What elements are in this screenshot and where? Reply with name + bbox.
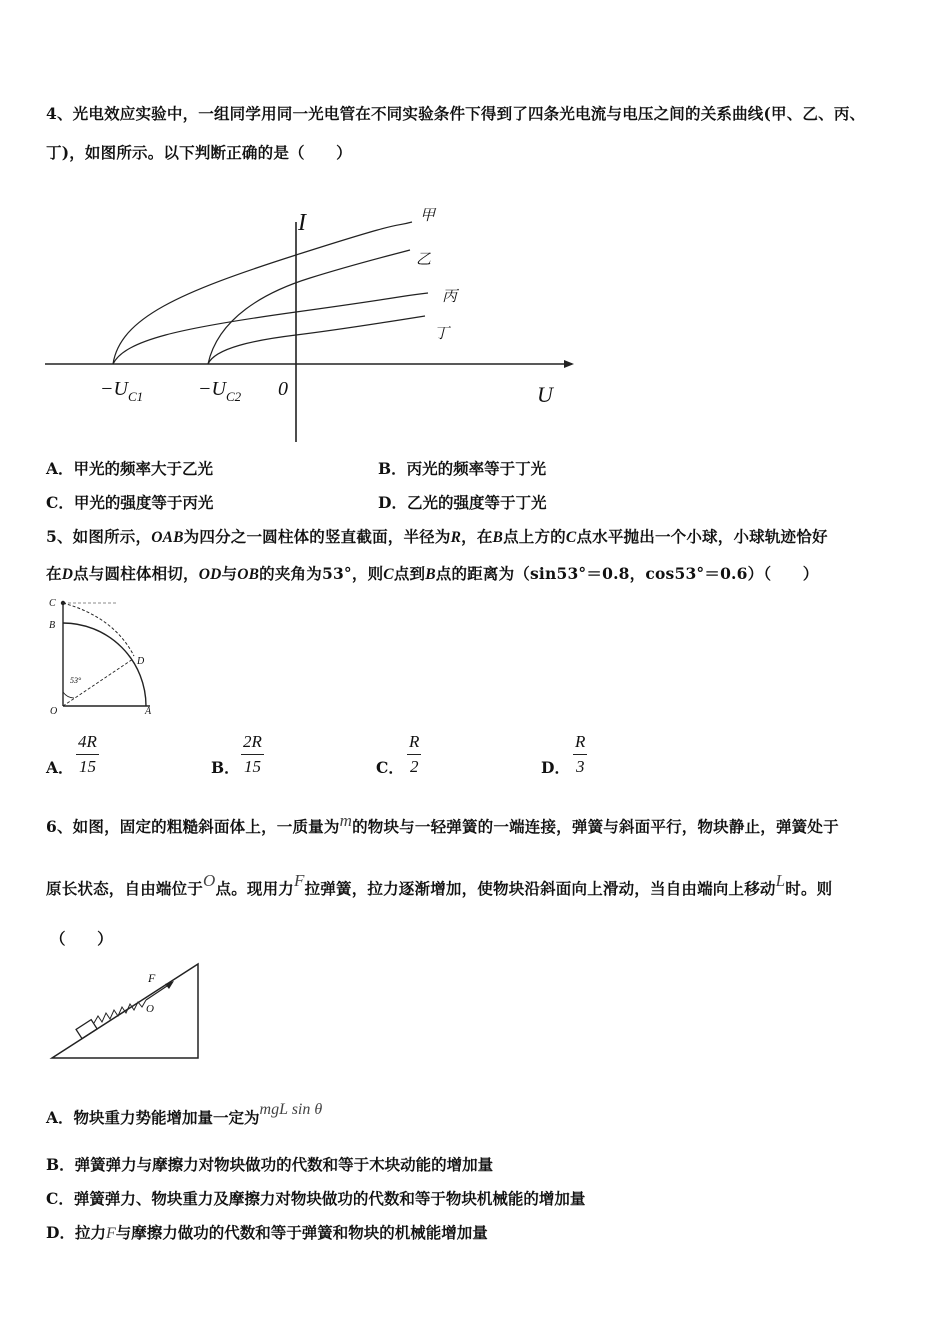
q5-option-c[interactable]: C． bbox=[376, 758, 404, 777]
q4-y-axis-label: I bbox=[298, 210, 306, 236]
q4-curve-jia bbox=[113, 222, 412, 364]
q4-origin-label: 0 bbox=[278, 378, 288, 400]
q5-stem-line1: 5、如图所示，OAB为四分之一圆柱体的竖直截面，半径为R，在B点上方的C点水平抛出一个小球，小球轨迹恰好 bbox=[46, 527, 828, 546]
q4-curve-label-jia: 甲 bbox=[420, 208, 436, 224]
q5-option-a[interactable]: A． bbox=[46, 758, 74, 777]
q5-stem-line2: 在D点与圆柱体相切，OD与OB的夹角为53°，则C点到B点的距离为（sin53°＝0.8，cos53°＝0.6）（ ） bbox=[46, 564, 819, 583]
q4-curve-bing bbox=[113, 293, 428, 364]
q5-label-d: D bbox=[137, 656, 145, 667]
q4-curve-yi bbox=[208, 250, 410, 364]
q4-curve-label-ding: 丁 bbox=[434, 326, 450, 342]
q4-uc2-label: $-U_{C2}$ bbox=[198, 378, 242, 404]
q5-option-b-fraction: $\frac{2R}{15}$ bbox=[243, 732, 262, 776]
q4-x-axis-arrow bbox=[564, 360, 574, 368]
q4-curve-label-yi: 乙 bbox=[416, 252, 432, 268]
q4-option-a[interactable]: A．甲光的频率大于乙光 bbox=[46, 459, 214, 478]
q4-option-b[interactable]: B．丙光的频率等于丁光 bbox=[378, 459, 547, 478]
q4-curve-label-bing: 丙 bbox=[442, 289, 458, 305]
q6-spring bbox=[94, 1000, 146, 1023]
q5-label-angle: 53° bbox=[70, 676, 82, 685]
q6-label-o: O bbox=[146, 1003, 154, 1015]
q5-label-b: B bbox=[49, 620, 56, 631]
q6-force-arrow bbox=[146, 984, 170, 1000]
q4-uc1-label: $-U_{C1}$ bbox=[100, 378, 144, 404]
q6-stem-line3: （ ） bbox=[50, 929, 113, 948]
q6-option-b[interactable]: B．弹簧弹力与摩擦力对物块做功的代数和等于木块动能的增加量 bbox=[46, 1155, 494, 1174]
q6-label-f: F bbox=[148, 971, 156, 985]
q4-curve-ding bbox=[208, 316, 425, 364]
q6-option-a-math: mgL sin θ bbox=[259, 1101, 323, 1118]
q5-label-c: C bbox=[49, 598, 56, 609]
q5-label-o: O bbox=[50, 706, 58, 717]
q5-label-a: A bbox=[145, 706, 152, 717]
q6-incline-figure bbox=[48, 960, 208, 1065]
q5-quarter-cylinder-figure bbox=[44, 592, 164, 717]
q4-option-d[interactable]: D．乙光的强度等于丁光 bbox=[378, 493, 547, 512]
q4-photocurrent-graph bbox=[40, 200, 585, 450]
q6-option-a[interactable]: A．物块重力势能增加量一定为mgL sin θ bbox=[46, 1101, 323, 1127]
q4-x-axis-label: U bbox=[537, 382, 553, 407]
q5-option-a-fraction: $\frac{4R}{15}$ bbox=[78, 732, 97, 776]
q5-arc-ba bbox=[63, 623, 146, 706]
q4-option-c[interactable]: C．甲光的强度等于丙光 bbox=[46, 493, 214, 512]
q5-option-b[interactable]: B． bbox=[211, 758, 240, 777]
q6-option-c[interactable]: C．弹簧弹力、物块重力及摩擦力对物块做功的代数和等于物块机械能的增加量 bbox=[46, 1189, 586, 1208]
q6-stem-line1: 6、如图，固定的粗糙斜面体上，一质量为m的物块与一轻弹簧的一端连接，弹簧与斜面平行，物块静止，弹簧处于 bbox=[46, 811, 839, 836]
q4-stem-line1: 4、光电效应实验中，一组同学用同一光电管在不同实验条件下得到了四条光电流与电压之间的关系曲线(甲、乙、丙、 bbox=[46, 104, 866, 123]
q5-option-c-fraction: $\frac{R}{2}$ bbox=[409, 732, 420, 776]
q4-stem-line2: 丁)，如图所示。以下判断正确的是（ ） bbox=[46, 143, 352, 162]
q5-option-d-fraction: $\frac{R}{3}$ bbox=[575, 732, 586, 776]
q6-stem-line2: 原长状态，自由端位于O点。现用力F拉弹簧，拉力逐渐增加，使物块沿斜面向上滑动，当自由端向上移动L时。则 bbox=[46, 871, 833, 898]
q5-option-d[interactable]: D． bbox=[541, 758, 570, 777]
q6-option-d[interactable]: D．拉力F与摩擦力做功的代数和等于弹簧和物块的机械能增加量 bbox=[46, 1223, 488, 1242]
